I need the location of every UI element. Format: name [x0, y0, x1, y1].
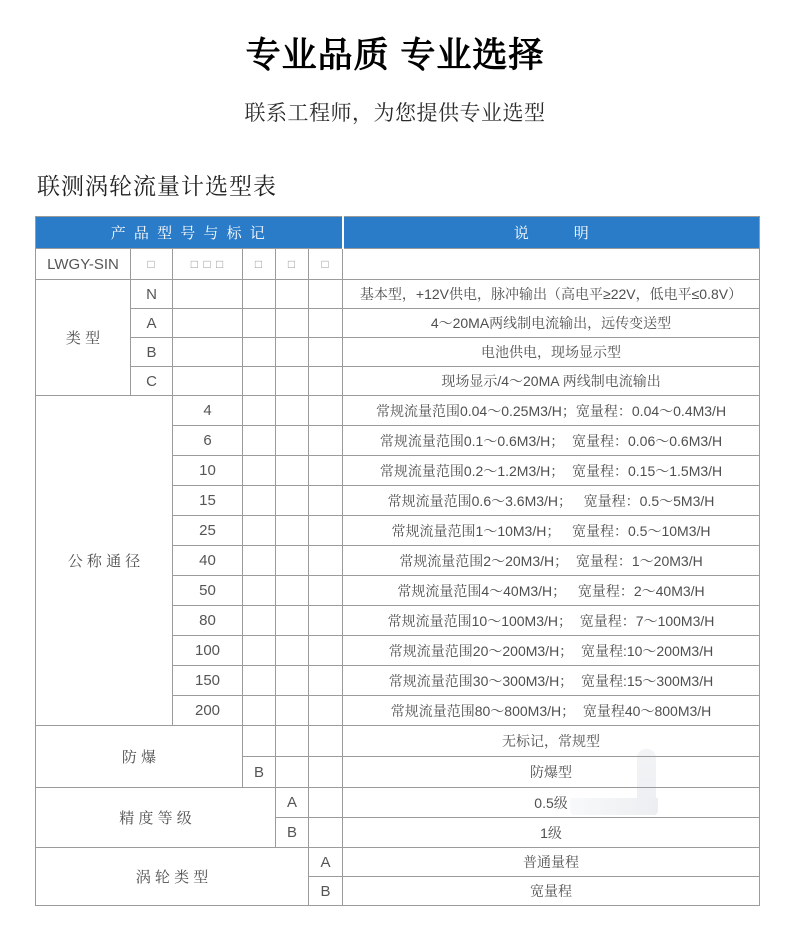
empty-cell: [243, 666, 276, 696]
explosion-code: B: [243, 757, 276, 788]
empty-cell: [276, 338, 309, 367]
diameter-code: 10: [173, 456, 243, 486]
empty-cell: [243, 486, 276, 516]
empty-cell: [276, 280, 309, 309]
header-description: 说 明: [343, 217, 760, 249]
empty-cell: [276, 726, 309, 757]
type-desc: 现场显示/4～20MA 两线制电流输出: [343, 367, 760, 396]
empty-cell: [243, 576, 276, 606]
empty-cell: [276, 757, 309, 788]
empty-cell: [309, 726, 343, 757]
empty-cell: [276, 666, 309, 696]
page-subtitle: 联系工程师，为您提供专业选型: [244, 102, 546, 125]
section-label-explosion: 防 爆: [36, 726, 243, 788]
empty-cell: [309, 309, 343, 338]
empty-cell: [243, 696, 276, 726]
diameter-desc: 常规流量范围0.6～3.6M3/H； 宽量程：0.5～5M3/H: [343, 486, 760, 516]
empty-cell: [309, 426, 343, 456]
accuracy-desc: 0.5级: [343, 788, 760, 818]
diameter-desc: 常规流量范围1～10M3/H； 宽量程：0.5～10M3/H: [343, 516, 760, 546]
explosion-desc: 防爆型: [343, 757, 760, 788]
empty-cell: [276, 367, 309, 396]
checkbox-mark: □ □ □: [173, 249, 243, 280]
type-row: [36, 280, 760, 309]
empty-cell: [309, 696, 343, 726]
diameter-desc: 常规流量范围10～100M3/H； 宽量程：7～100M3/H: [343, 606, 760, 636]
empty-cell: [276, 576, 309, 606]
turbine-desc: 普通量程: [343, 848, 760, 877]
turbine-desc: 宽量程: [343, 877, 760, 906]
section-label-turbine: 涡 轮 类 型: [36, 848, 309, 906]
section-label-accuracy: 精 度 等 级: [36, 788, 276, 848]
diameter-row: [36, 396, 760, 426]
section-label-type: 类 型: [36, 280, 131, 396]
checkbox-mark: □: [309, 249, 343, 280]
empty-cell: [276, 309, 309, 338]
type-code: N: [131, 280, 173, 309]
empty-cell: [173, 280, 243, 309]
diameter-code: 15: [173, 486, 243, 516]
explosion-code: [243, 726, 276, 757]
diameter-code: 150: [173, 666, 243, 696]
empty-cell: [243, 280, 276, 309]
diameter-code: 200: [173, 696, 243, 726]
empty-cell: [309, 757, 343, 788]
empty-cell: [276, 486, 309, 516]
empty-cell: [243, 367, 276, 396]
empty-cell: [309, 486, 343, 516]
type-desc: 4～20MA两线制电流输出，远传变送型: [343, 309, 760, 338]
empty-cell: [276, 546, 309, 576]
selection-table-area: [35, 216, 759, 906]
empty-cell: [309, 456, 343, 486]
empty-cell: [243, 516, 276, 546]
diameter-desc: 常规流量范围2～20M3/H； 宽量程：1～20M3/H: [343, 546, 760, 576]
explosion-row: [36, 726, 760, 757]
empty-cell: [309, 367, 343, 396]
diameter-desc: 常规流量范围0.04～0.25M3/H；宽量程：0.04～0.4M3/H: [343, 396, 760, 426]
diameter-code: 40: [173, 546, 243, 576]
empty-cell: [243, 338, 276, 367]
empty-cell: [243, 546, 276, 576]
empty-cell: [276, 456, 309, 486]
diameter-desc: 常规流量范围4～40M3/H； 宽量程：2～40M3/H: [343, 576, 760, 606]
empty-cell: [276, 606, 309, 636]
diameter-desc: 常规流量范围0.1～0.6M3/H； 宽量程：0.06～0.6M3/H: [343, 426, 760, 456]
empty-cell: [309, 818, 343, 848]
accuracy-code: A: [276, 788, 309, 818]
empty-cell: [309, 636, 343, 666]
empty-cell: [309, 396, 343, 426]
diameter-code: 80: [173, 606, 243, 636]
checkbox-mark: □: [131, 249, 173, 280]
type-code: A: [131, 309, 173, 338]
empty-cell: [309, 516, 343, 546]
type-row: [36, 309, 760, 338]
empty-cell: [309, 666, 343, 696]
empty-cell: [309, 788, 343, 818]
diameter-desc: 常规流量范围20～200M3/H； 宽量程:10～200M3/H: [343, 636, 760, 666]
type-code: B: [131, 338, 173, 367]
turbine-row: [36, 848, 760, 877]
diameter-code: 4: [173, 396, 243, 426]
empty-cell: [276, 696, 309, 726]
empty-cell: [173, 338, 243, 367]
empty-cell: [309, 546, 343, 576]
accuracy-row: [36, 788, 760, 818]
empty-cell: [243, 606, 276, 636]
section-title: 联测涡轮流量计选型表: [37, 173, 277, 199]
empty-cell: [243, 636, 276, 666]
type-code: C: [131, 367, 173, 396]
section-label-diameter: 公 称 通 径: [36, 396, 173, 726]
type-row: [36, 367, 760, 396]
turbine-code: B: [309, 877, 343, 906]
header-model-mark: 产 品 型 号 与 标 记: [36, 217, 343, 249]
empty-cell: [243, 426, 276, 456]
empty-cell: [276, 396, 309, 426]
explosion-desc: 无标记，常规型: [343, 726, 760, 757]
empty-desc-cell: [343, 249, 760, 280]
diameter-code: 6: [173, 426, 243, 456]
diameter-desc: 常规流量范围30～300M3/H； 宽量程:15～300M3/H: [343, 666, 760, 696]
model-number: LWGY-SIN: [36, 249, 131, 280]
empty-cell: [243, 456, 276, 486]
diameter-desc: 常规流量范围80～800M3/H； 宽量程40～800M3/H: [343, 696, 760, 726]
page-title: 专业品质 专业选择: [245, 36, 545, 75]
empty-cell: [309, 280, 343, 309]
type-row: [36, 338, 760, 367]
accuracy-desc: 1级: [343, 818, 760, 848]
checkbox-mark: □: [243, 249, 276, 280]
model-selection-table: [35, 216, 760, 906]
type-desc: 电池供电，现场显示型: [343, 338, 760, 367]
empty-cell: [173, 367, 243, 396]
empty-cell: [309, 338, 343, 367]
empty-cell: [243, 396, 276, 426]
type-desc: 基本型，+12V供电，脉冲输出（高电平≥22V，低电平≤0.8V）: [343, 280, 760, 309]
diameter-code: 100: [173, 636, 243, 666]
accuracy-code: B: [276, 818, 309, 848]
checkbox-mark: □: [276, 249, 309, 280]
empty-cell: [276, 636, 309, 666]
diameter-code: 25: [173, 516, 243, 546]
diameter-desc: 常规流量范围0.2～1.2M3/H； 宽量程：0.15～1.5M3/H: [343, 456, 760, 486]
table-header-row: [36, 217, 760, 249]
empty-cell: [173, 309, 243, 338]
model-number-row: [36, 249, 760, 280]
empty-cell: [309, 576, 343, 606]
empty-cell: [276, 516, 309, 546]
turbine-code: A: [309, 848, 343, 877]
empty-cell: [243, 309, 276, 338]
diameter-code: 50: [173, 576, 243, 606]
empty-cell: [309, 606, 343, 636]
empty-cell: [276, 426, 309, 456]
